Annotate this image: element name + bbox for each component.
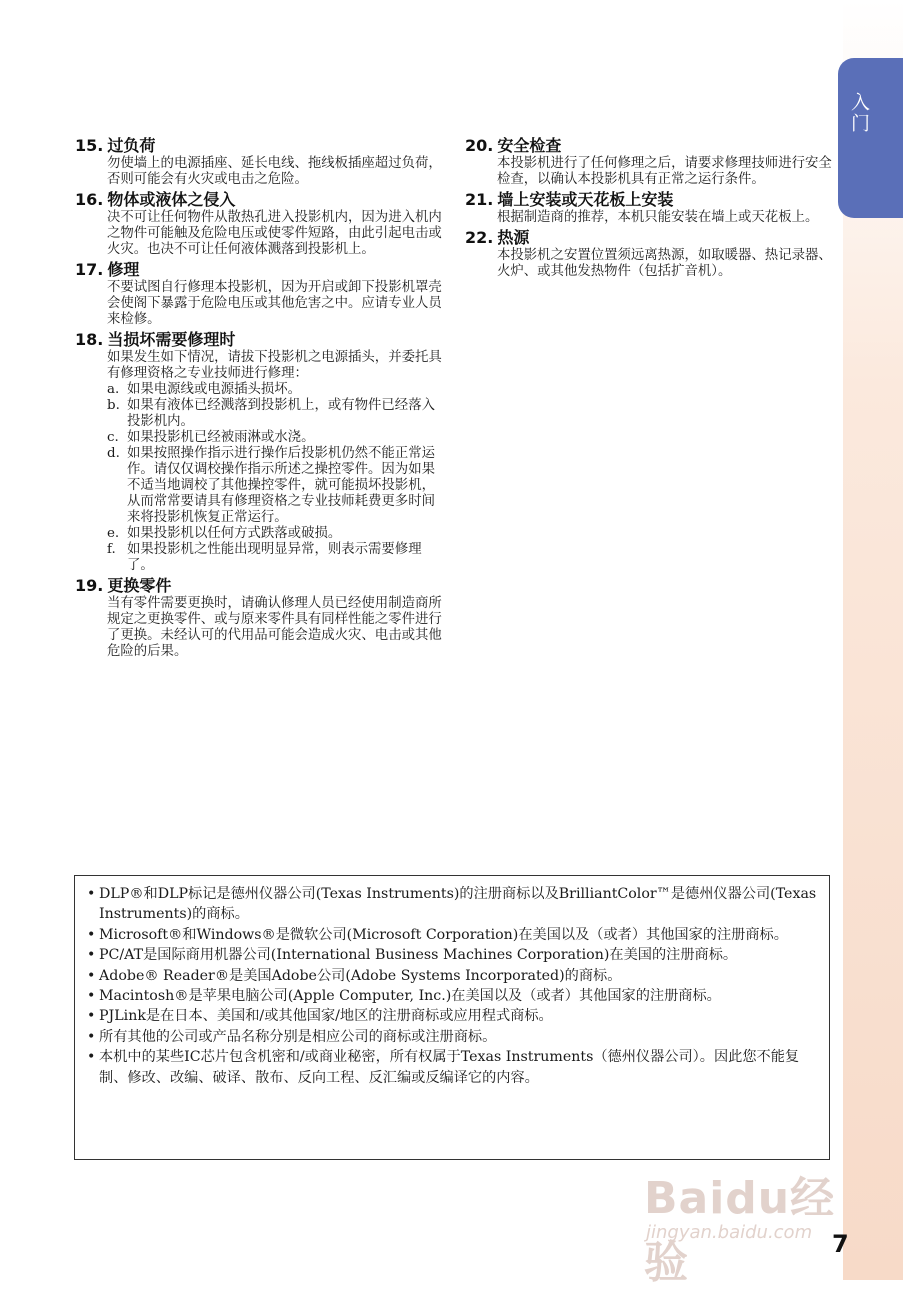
section-body: 当有零件需要更换时，请确认修理人员已经使用制造商所规定之更换零件、或与原来零件具有同样性能之零件进行了更换。未经认可的代用品可能会造成火灾、电击或其他危险的后果。 [107, 596, 442, 659]
bullet-icon: • [87, 967, 96, 984]
baidu-watermark [640, 1150, 860, 1288]
section-number: 17. [75, 260, 104, 279]
trademark-text: Macintosh®是苹果电脑公司(Apple Computer, Inc.)在美国以及（或者）其他国家的注册商标。 [99, 988, 721, 1005]
chapter-tab[interactable] [838, 58, 903, 218]
safety-section [75, 260, 447, 328]
bullet-icon: • [87, 947, 96, 964]
trademark-item [87, 925, 819, 945]
section-number: 22. [465, 228, 494, 247]
section-number: 15. [75, 136, 104, 155]
trademark-text: PJLink是在日本、美国和/或其他国家/地区的注册商标或应用程式商标。 [99, 1008, 553, 1025]
section-number: 19. [75, 576, 104, 595]
section-title [465, 190, 837, 210]
section-sub-list [107, 382, 447, 574]
sub-list-item [107, 382, 447, 398]
sub-item-letter: f. [107, 542, 116, 557]
safety-section [75, 576, 447, 660]
trademark-item [87, 966, 819, 986]
trademark-text: Adobe® Reader®是美国Adobe公司(Adobe Systems Incorporated)的商标。 [99, 967, 622, 984]
right-column [465, 136, 837, 282]
section-title [465, 228, 837, 248]
sub-list-item [107, 398, 447, 430]
sub-item-text: 如果投影机以任何方式跌落或破损。 [127, 526, 342, 541]
section-title [75, 190, 447, 210]
trademark-text: DLP®和DLP标记是德州仪器公司(Texas Instruments)的注册商标以及BrilliantColor™是德州仪器公司(Texas Instruments)的商标。 [99, 886, 817, 923]
section-number: 16. [75, 190, 104, 209]
safety-section [465, 228, 837, 280]
section-body: 决不可让任何物件从散热孔进入投影机内，因为进入机内之物件可能触及危险电压或使零件短路，由此引起电击或火灾。也决不可让任何液体溅落到投影机上。 [107, 210, 442, 257]
sub-list-item [107, 542, 447, 574]
sub-list-item [107, 446, 447, 526]
section-number: 18. [75, 330, 104, 349]
watermark-brand: Baidu经验 [644, 1173, 836, 1288]
trademark-item [87, 1027, 819, 1047]
trademark-item [87, 884, 819, 925]
sub-list-item [107, 526, 447, 542]
trademark-item [87, 1047, 819, 1088]
section-body: 本投影机之安置位置须远离热源，如取暖器、热记录器、火炉、或其他发热物件（包括扩音机）。 [497, 248, 832, 279]
trademark-text: PC/AT是国际商用机器公司(International Business Machines Corporation)在美国的注册商标。 [99, 947, 738, 964]
safety-section [465, 190, 837, 226]
safety-section [465, 136, 837, 188]
section-heading: 墙上安装或天花板上安装 [497, 190, 674, 209]
section-body: 根据制造商的推荐，本机只能安装在墙上或天花板上。 [497, 210, 819, 225]
safety-section [75, 190, 447, 258]
section-heading: 更换零件 [107, 576, 172, 595]
sub-item-text: 如果投影机之性能出现明显异常，则表示需要修理了。 [127, 542, 422, 573]
trademark-text: 本机中的某些IC芯片包含机密和/或商业秘密，所有权属于Texas Instruments（德州仪器公司）。因此您不能复制、修改、改编、破译、散布、反向工程、反汇编或反编译它的内容。 [99, 1049, 800, 1086]
section-title [75, 136, 447, 156]
bullet-icon: • [87, 926, 96, 943]
section-heading: 物体或液体之侵入 [107, 190, 236, 209]
section-title [75, 260, 447, 280]
section-title [75, 330, 447, 350]
sub-item-letter: d. [107, 446, 120, 461]
bullet-icon: • [87, 886, 96, 902]
section-heading: 热源 [497, 228, 530, 247]
sub-item-letter: c. [107, 430, 119, 445]
sub-list-item [107, 430, 447, 446]
sub-item-text: 如果按照操作指示进行操作后投影机仍然不能正常运作。请仅仅调校操作指示所述之操控零件。因为如果不适当地调校了其他操控零件，就可能损坏投影机，从而常常要请具有修理资格之专业技师耗费更多时间来将投影机恢复正常运行。 [127, 446, 435, 525]
left-column [75, 136, 447, 662]
sub-item-text: 如果有液体已经溅落到投影机上，或有物件已经落入投影机内。 [127, 398, 435, 429]
section-number: 20. [465, 136, 494, 155]
sub-item-text: 如果电源线或电源插头损坏。 [127, 382, 302, 397]
sub-item-text: 如果投影机已经被雨淋或水浇。 [127, 430, 315, 445]
trademark-text: 所有其他的公司或产品名称分别是相应公司的商标或注册商标。 [99, 1028, 497, 1045]
sub-item-letter: b. [107, 398, 120, 413]
bullet-icon: • [87, 1049, 96, 1066]
bullet-icon: • [87, 1028, 96, 1045]
trademark-notice-box [74, 875, 830, 1160]
section-number: 21. [465, 190, 494, 209]
section-heading: 过负荷 [107, 136, 156, 155]
section-body: 如果发生如下情况，请拔下投影机之电源插头，并委托具有修理资格之专业技师进行修理： [107, 350, 442, 381]
watermark-url: jingyan.baidu.com [646, 1222, 813, 1243]
chapter-tab-label: 入门 [848, 92, 870, 134]
trademark-item [87, 945, 819, 965]
sub-item-letter: e. [107, 526, 120, 541]
section-body: 本投影机进行了任何修理之后，请要求修理技师进行安全检查，以确认本投影机具有正常之运行条件。 [497, 156, 832, 187]
safety-section [75, 330, 447, 574]
section-body: 勿使墙上的电源插座、延长电线、拖线板插座超过负荷，否则可能会有火灾或电击之危险。 [107, 156, 442, 187]
bullet-icon: • [87, 1008, 96, 1025]
bullet-icon: • [87, 988, 96, 1005]
section-title [75, 576, 447, 596]
section-heading: 修理 [107, 260, 140, 279]
section-body: 不要试图自行修理本投影机，因为开启或卸下投影机罩壳会使阁下暴露于危险电压或其他危害之中。应请专业人员来检修。 [107, 280, 442, 327]
section-title [465, 136, 837, 156]
sub-item-letter: a. [107, 382, 120, 397]
section-heading: 当损坏需要修理时 [107, 330, 236, 349]
safety-section [75, 136, 447, 188]
trademark-item [87, 986, 819, 1006]
trademark-text: Microsoft®和Windows®是微软公司(Microsoft Corporation)在美国以及（或者）其他国家的注册商标。 [99, 926, 788, 943]
page-number: 7 [832, 1230, 849, 1258]
trademark-item [87, 1006, 819, 1026]
section-heading: 安全检查 [497, 136, 562, 155]
